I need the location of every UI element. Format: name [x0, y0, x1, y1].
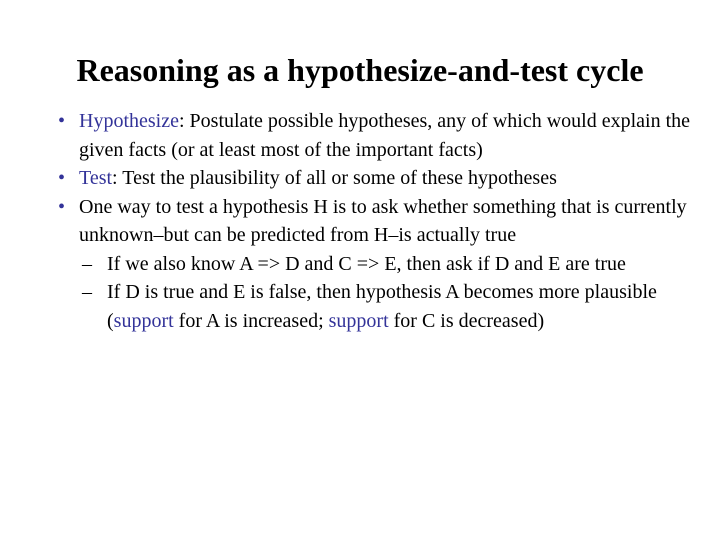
- bullet-text: : Test the plausibility of all or some of these hypotheses: [112, 167, 557, 189]
- subbullet-implications: [58, 250, 698, 279]
- subbullet-text: for C is decreased): [388, 309, 545, 332]
- term-test: Test: [79, 167, 113, 189]
- bullet-test-method: [58, 193, 698, 250]
- bullet-text: One way to test a hypothesis H is to ask whether something that is currently unknown–but can be predicted from H–is actually true: [79, 195, 687, 246]
- term-support: support: [113, 309, 174, 332]
- bullet-dot: •: [58, 167, 66, 189]
- bullet-text: : Postulate possible hypotheses, any of which would explain the given facts (or at least most of the important facts): [79, 110, 691, 161]
- bullet-dot: •: [58, 110, 66, 132]
- subbullet-text: If D is true and E is false, then hypothesis A becomes more plausible (: [107, 281, 657, 332]
- subbullet-text: for A is increased;: [173, 309, 329, 332]
- subbullet-dash: –: [82, 281, 92, 303]
- bullet-test: [58, 164, 698, 193]
- term-hypothesize: Hypothesize: [79, 110, 179, 132]
- bullet-hypothesize: [58, 107, 698, 164]
- bullet-list: [58, 107, 698, 335]
- subbullet-text: If we also know A => D and C => E, then ask if D and E are true: [107, 252, 626, 275]
- subbullet-support: [58, 278, 698, 335]
- term-support: support: [328, 309, 389, 332]
- bullet-dot: •: [58, 195, 66, 218]
- subbullet-dash: –: [82, 252, 92, 275]
- slide-title: Reasoning as a hypothesize-and-test cycle: [76, 52, 644, 88]
